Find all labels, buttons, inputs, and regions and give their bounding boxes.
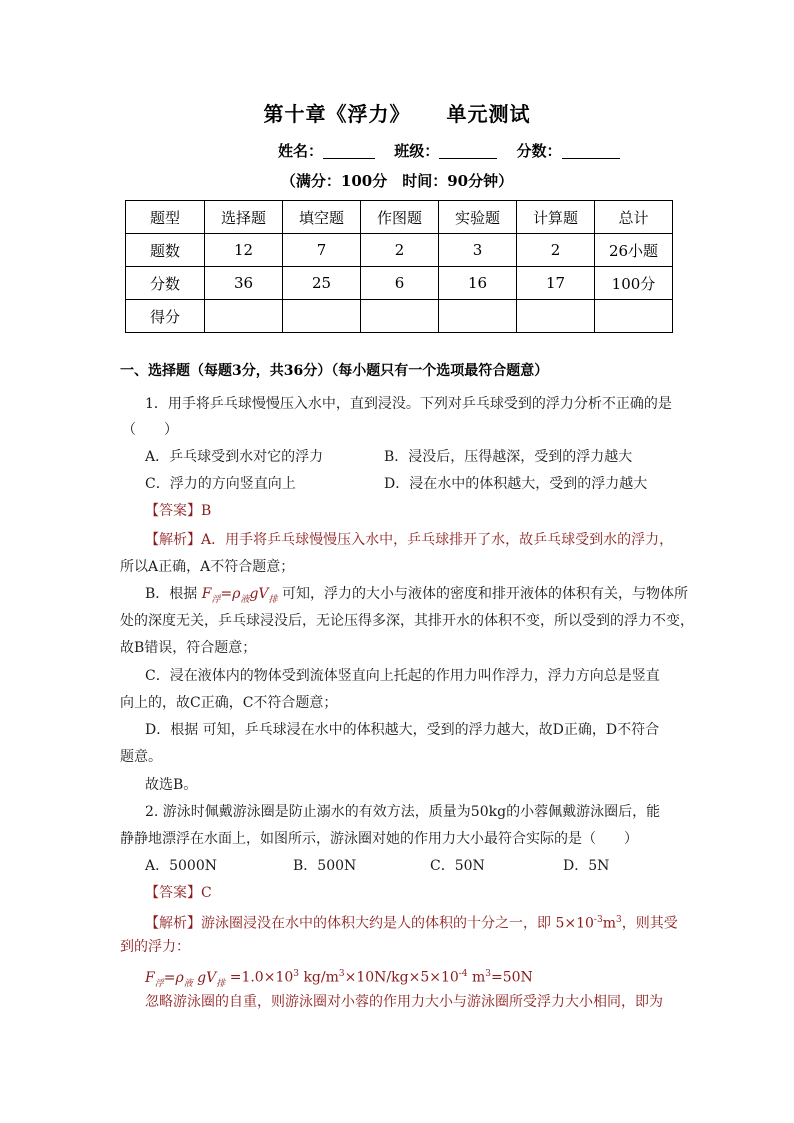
- q1-analysis-line: 所以A正确，A不符合题意；: [120, 559, 295, 575]
- table-header-cell: 实验题: [439, 201, 517, 234]
- table-header-row: [126, 201, 673, 234]
- q2-answer: 【答案】C: [145, 885, 212, 901]
- chapter-title: 第十章《浮力》: [263, 102, 411, 126]
- q1-option-a: A．乒乓球受到水对它的浮力: [145, 449, 324, 465]
- table-cell: 26小题: [595, 234, 673, 267]
- q2-option-a: A．5000N: [145, 858, 217, 874]
- q2-analysis-line: 忽略游泳圈的自重，则游泳圈对小蓉的作用力大小与游泳圈所受浮力大小相同，即为: [145, 994, 663, 1010]
- q1-analysis-formula-line: [145, 584, 688, 610]
- table-cell: 25: [283, 267, 361, 300]
- score-entry-cell[interactable]: [517, 300, 595, 333]
- q2-option-c: C．50N: [430, 858, 485, 874]
- table-cell: 100分: [595, 267, 673, 300]
- score-entry-cell[interactable]: [361, 300, 439, 333]
- table-row: [126, 300, 673, 333]
- score-entry-cell[interactable]: [595, 300, 673, 333]
- score-entry-cell[interactable]: [283, 300, 361, 333]
- table-header-cell: 计算题: [517, 201, 595, 234]
- q1-stem: 1．用手将乒乓球慢慢压入水中，直到浸没。下列对乒乓球受到的浮力分析不正确的是: [145, 396, 672, 412]
- q2-formula: $F_浮=\rho_液$ $gV_排 =1.0\times 10^3$ $kg/m^3\times 10N/kg\times 5\times 10^{-4}$ $m^3=50N$: [145, 969, 533, 989]
- table-cell: 16: [439, 267, 517, 300]
- student-info: [278, 140, 620, 161]
- page-title: [0, 98, 794, 127]
- table-header-cell: 题型: [126, 201, 205, 234]
- q2-stem: 静静地漂浮在水面上，如图所示，游泳圈对她的作用力大小最符合实际的是（ ）: [120, 831, 638, 847]
- q1-conclusion: 故选B。: [145, 777, 198, 793]
- table-row: [126, 267, 673, 300]
- q1-option-c: C．浮力的方向竖直向上: [145, 476, 296, 492]
- score-entry-cell[interactable]: [205, 300, 283, 333]
- table-cell: 分数: [126, 267, 205, 300]
- q1-analysis-line: C．浸在液体内的物体受到流体竖直向上托起的作用力叫作浮力，浮力方向总是竖直: [145, 668, 660, 684]
- table-cell: 2: [361, 234, 439, 267]
- table-cell: 题数: [126, 234, 205, 267]
- table-header-cell: 选择题: [205, 201, 283, 234]
- table-cell: 12: [205, 234, 283, 267]
- section-heading: 一、选择题（每题3分，共36分）（每小题只有一个选项最符合题意）: [120, 363, 549, 379]
- table-cell: 得分: [126, 300, 205, 333]
- formula: $F_浮=\rho_液gV_排$: [201, 586, 278, 605]
- q1-analysis-line: 【解析】A．用手将乒乓球慢慢压入水中，乒乓球排开了水，故乒乓球受到水的浮力，: [145, 532, 674, 548]
- table-cell: 3: [439, 234, 517, 267]
- q2-option-b: B．500N: [293, 858, 357, 874]
- table-row: [126, 234, 673, 267]
- q1-analysis-line: 处的深度无关，乒乓球浸没后，无论压得多深，其排开水的体积不变，所以受到的浮力不变，: [120, 613, 694, 629]
- table-cell: 2: [517, 234, 595, 267]
- text: 可知，浮力的大小与液体的密度和排开液体的体积有关，与物体所: [282, 586, 689, 602]
- q1-analysis-line: 向上的，故C正确，C不符合题意；: [120, 695, 338, 711]
- table-cell: 6: [361, 267, 439, 300]
- q1-analysis-line: 题意。: [120, 749, 162, 765]
- q2-analysis-line: 【解析】游泳圈浸没在水中的体积大约是人的体积的十分之一，即 $5\times 10^{-3}m^3$，则其受: [145, 915, 678, 932]
- q2-option-d: D．5N: [563, 858, 610, 874]
- test-name: 单元测试: [446, 102, 531, 126]
- score-label: 分数：: [516, 142, 562, 160]
- text: B．根据: [145, 586, 198, 602]
- score-table: [125, 200, 673, 333]
- table-header-cell: 作图题: [361, 201, 439, 234]
- table-header-cell: 填空题: [283, 201, 361, 234]
- q1-option-d: D．浸在水中的体积越大，受到的浮力越大: [384, 476, 648, 492]
- q1-analysis-line: 故B错误，符合题意；: [120, 640, 257, 656]
- table-header-cell: 总计: [595, 201, 673, 234]
- score-entry-cell[interactable]: [439, 300, 517, 333]
- name-blank[interactable]: [323, 144, 375, 159]
- q2-analysis-line: 到的浮力：: [120, 939, 190, 955]
- table-cell: 7: [283, 234, 361, 267]
- q1-answer-bracket: （ ）: [122, 422, 178, 438]
- q1-answer: 【答案】B: [145, 503, 212, 519]
- table-cell: 36: [205, 267, 283, 300]
- class-label: 班级：: [394, 142, 440, 160]
- class-blank[interactable]: [439, 144, 497, 159]
- q1-analysis-line: D．根据 可知，乒乓球浸在水中的体积越大，受到的浮力越大，故D正确，D不符合: [145, 722, 660, 738]
- name-label: 姓名：: [278, 142, 324, 160]
- exam-meta: （满分：100分 时间：90分钟）: [280, 172, 514, 190]
- q1-option-b: B．浸没后，压得越深，受到的浮力越大: [384, 449, 633, 465]
- table-cell: 17: [517, 267, 595, 300]
- q2-stem: 2. 游泳时佩戴游泳圈是防止溺水的有效方法，质量为50kg的小蓉佩戴游泳圈后，能: [145, 804, 661, 820]
- score-blank[interactable]: [562, 144, 620, 159]
